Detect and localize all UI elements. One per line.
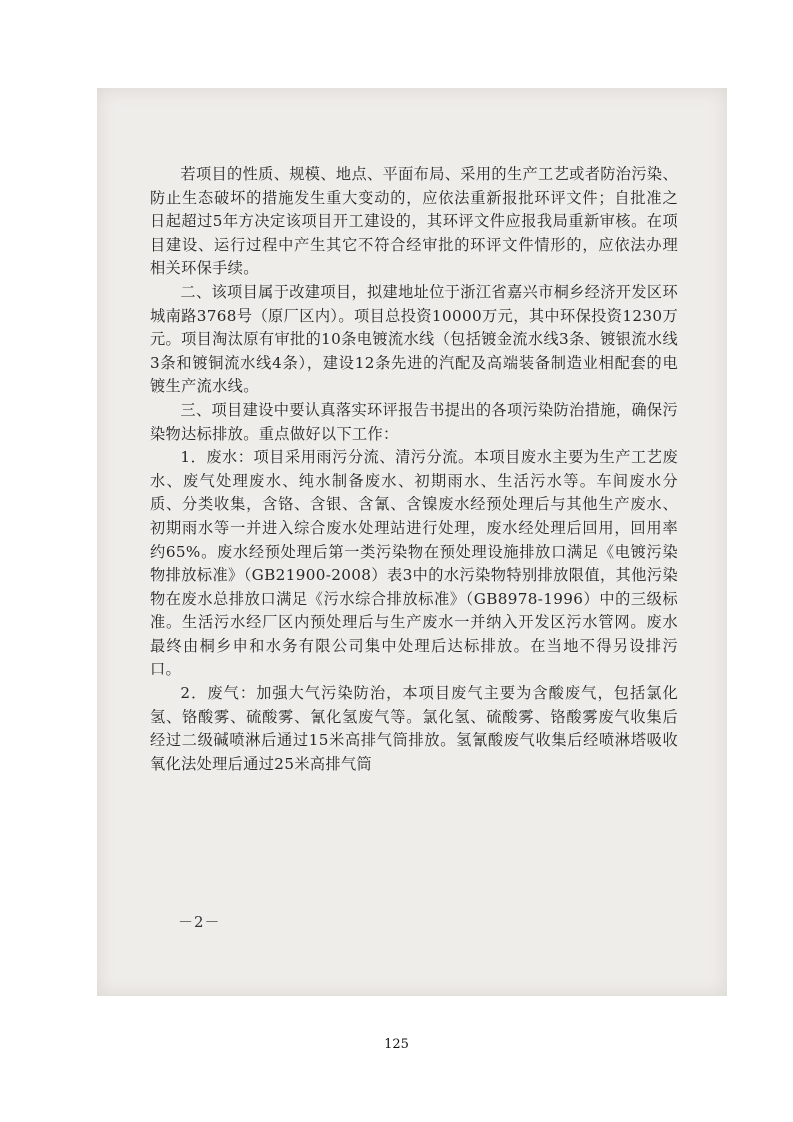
document-body <box>150 163 678 776</box>
paragraph-project-info: 二、该项目属于改建项目，拟建地址位于浙江省嘉兴市桐乡经济开发区环城南路3768号（原厂区内）。项目总投资10000万元，其中环保投资1230万元。项目淘汰原有审批的10条电镀流水线（包括镀金流水线3条、镀银流水线3条和镀铜流水线4条），建设12条先进的汽配及高端装备制造业相配套的电镀生产流水线。 <box>150 282 678 396</box>
paragraph-pollution-measures: 三、项目建设中要认真落实环评报告书提出的各项污染防治措施，确保污染物达标排放。重点做好以下工作： <box>150 400 678 443</box>
paragraph-wastewater: 1．废水：项目采用雨污分流、清污分流。本项目废水主要为生产工艺废水、废气处理废水、纯水制备废水、初期雨水、生活污水等。车间废水分质、分类收集，含铬、含银、含氰、含镍废水经预处理后与其他生产废水、初期雨水等一并进入综合废水处理站进行处理，废水经处理后回用，回用率约65%。废水经预处理后第一类污染物在预处理设施排放口满足《电镀污染物排放标准》（GB21900-2008）表3中的水污染物特别排放限值，其他污染物在废水总排放口满足《污水综合排放标准》（GB8978-1996）中的三级标准。生活污水经厂区内预处理后与生产废水一并纳入开发区污水管网。废水最终由桐乡申和水务有限公司集中处理后达标排放。在当地不得另设排污口。 <box>150 448 678 679</box>
document-page-marker: －2－ <box>178 913 221 931</box>
paragraph-waste-gas: 2．废气：加强大气污染防治，本项目废气主要为含酸废气，包括氯化氢、铬酸雾、硫酸雾、氰化氢废气等。氯化氢、硫酸雾、铬酸雾废气收集后经过二级碱喷淋后通过15米高排气筒排放。氢氰酸废气收集后经喷淋塔吸收氧化法处理后通过25米高排气筒 <box>150 684 678 773</box>
paragraph-env-approval: 若项目的性质、规模、地点、平面布局、采用的生产工艺或者防治污染、防止生态破坏的措施发生重大变动的，应依法重新报批环评文件；自批准之日起超过5年方决定该项目开工建设的，其环评文件应报我局重新审核。在项目建设、运行过程中产生其它不符合经审批的环评文件情形的，应依法办理相关环保手续。 <box>150 165 678 278</box>
page-number: 125 <box>384 1037 409 1052</box>
